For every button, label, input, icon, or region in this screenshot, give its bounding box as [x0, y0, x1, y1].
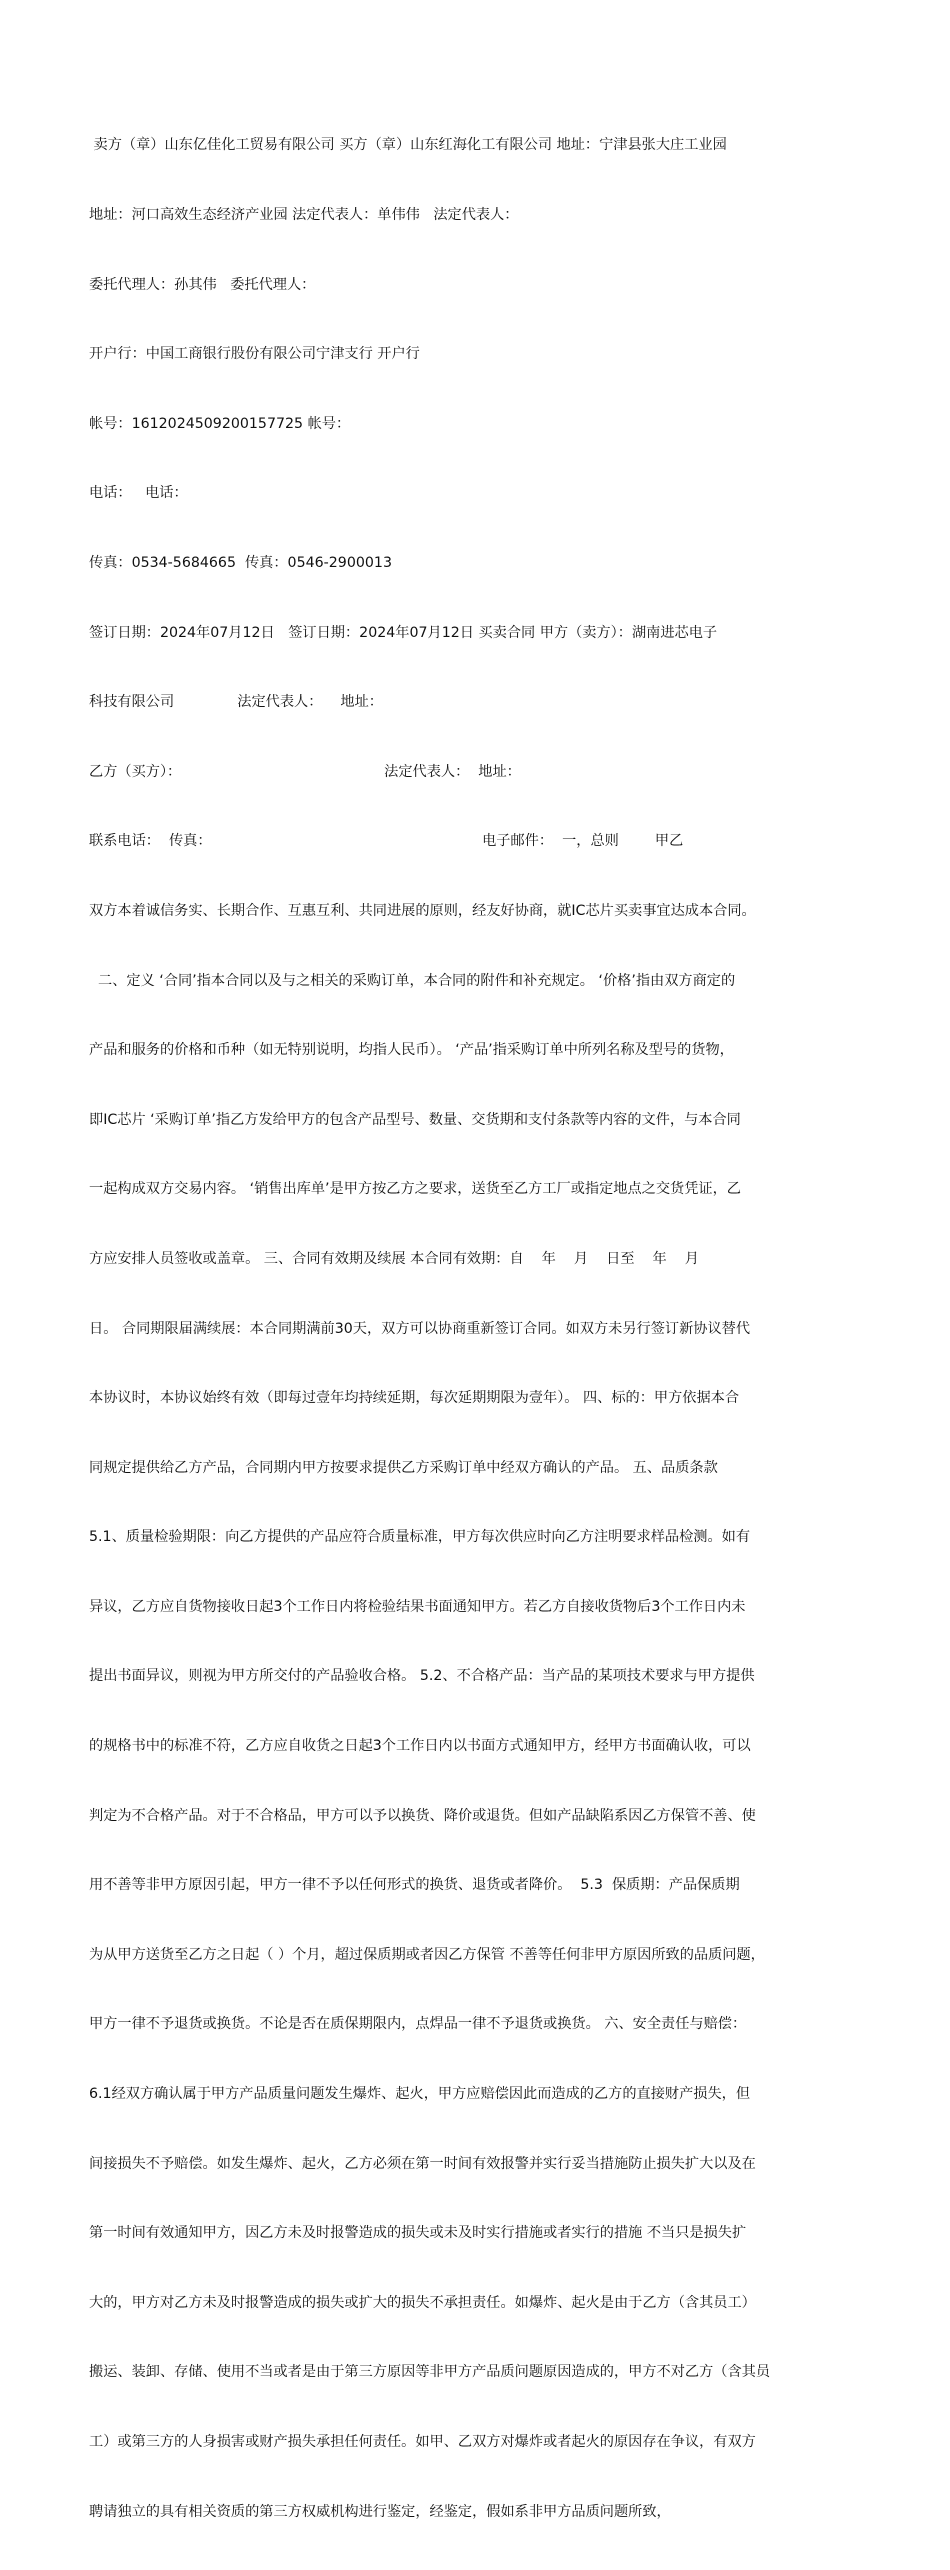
text-line-18: 日。 合同期限届满续展：本合同期满前30天，双方可以协商重新签订合同。如双方未另行签订新协议替代 [89, 1320, 751, 1337]
text-line-4: 开户行：中国工商银行股份有限公司宁津支行 开户行 [89, 346, 420, 363]
text-line-2: 地址：河口高效生态经济产业园 法定代表人：单伟伟 法定代表人： [89, 207, 519, 223]
text-line-29: 6.1经双方确认属于甲方产品质量问题发生爆炸、起火，甲方应赔偿因此而造成的乙方的直接财产损失，但 [89, 2086, 751, 2103]
text-line-30: 间接损失不予赔偿。如发生爆炸、起火，乙方必须在第一时间有效报警并实行妥当措施防止损失扩大以及在 [89, 2155, 756, 2172]
text-line-31: 第一时间有效通知甲方，因乙方未及时报警造成的损失或未及时实行措施或者实行的措施 不当只是损失扩 [89, 2225, 747, 2242]
text-line-23: 提出书面异议，则视为甲方所交付的产品验收合格。 5.2、不合格产品：当产品的某项技术要求与甲方提供 [89, 1668, 755, 1685]
text-line-13: 二、定义 ‘合同’指本合同以及与之相关的采购订单，本合同的附件和补充规定。 ‘价格’指由双方商定的 [89, 972, 736, 989]
text-line-6: 电话： 电话： [89, 485, 188, 502]
text-line-28: 甲方一律不予退货或换货。不论是否在质保期限内，点焊品一律不予退货或换货。 六、安全责任与赔偿： [89, 2016, 747, 2033]
text-line-21: 5.1、质量检验期限：向乙方提供的产品应符合质量标准，甲方每次供应时向乙方注明要求样品检测。如有 [89, 1529, 751, 1546]
text-line-11: 联系电话： 传真： 电子邮件： 一，总则 甲乙 [89, 833, 684, 850]
text-line-9: 科技有限公司 法定代表人： 地址： [89, 694, 383, 711]
text-line-15: 即IC芯片 ‘采购订单’指乙方发给甲方的包含产品型号、数量、交货期和支付条款等内容的文件，与本合同 [89, 1111, 741, 1128]
text-line-14: 产品和服务的价格和币种（如无特别说明，均指人民币）。 ‘产品’指采购订单中所列名称及型号的货物， [89, 1042, 734, 1059]
text-line-8: 签订日期：2024年07月12日 签订日期：2024年07月12日 买卖合同 甲方（卖方）：湖南进芯电子 [89, 624, 718, 641]
text-line-20: 同规定提供给乙方产品，合同期内甲方按要求提供乙方采购订单中经双方确认的产品。 五、品质条款 [89, 1459, 718, 1476]
text-line-24: 的规格书中的标准不符，乙方应自收货之日起3个工作日内以书面方式通知甲方，经甲方书面确认收，可以 [89, 1738, 751, 1755]
text-line-32: 大的，甲方对乙方未及时报警造成的损失或扩大的损失不承担责任。如爆炸、起火是由于乙方（含其员工） [89, 2294, 756, 2311]
text-line-17: 方应安排人员签收或盖章。 三、合同有效期及续展 本合同有效期：自 年 月 日至 年 月 [89, 1250, 699, 1267]
text-line-33: 搬运、装卸、存储、使用不当或者是由于第三方原因等非甲方产品质问题原因造成的，甲方不对乙方（含其员 [89, 2364, 771, 2381]
text-line-1: 卖方（章）山东亿佳化工贸易有限公司 买方（章）山东红海化工有限公司 地址：宁津县张大庄工业园 [89, 137, 727, 154]
text-line-3: 委托代理人：孙其伟 委托代理人： [89, 276, 316, 293]
text-line-7: 传真：0534-5684665 传真：0546-2900013 [89, 554, 392, 571]
text-line-12: 双方本着诚信务实、长期合作、互惠互利、共同进展的原则，经友好协商，就IC芯片买卖事宜达成本合同。 [89, 902, 756, 919]
text-line-34: 工）或第三方的人身损害或财产损失承担任何责任。如甲、乙双方对爆炸或者起火的原因存在争议，有双方 [89, 2434, 756, 2450]
text-line-10: 乙方（买方）： 法定代表人： 地址： [89, 763, 521, 780]
text-line-35: 聘请独立的具有相关资质的第三方权威机构进行鉴定，经鉴定，假如系非甲方品质问题所致， [89, 2503, 671, 2520]
text-line-25: 判定为不合格产品。对于不合格品，甲方可以予以换货、降价或退货。但如产品缺陷系因乙方保管不善、使 [89, 1807, 756, 1824]
text-line-5: 帐号：1612024509200157725 帐号： [89, 415, 351, 432]
text-line-19: 本协议时，本协议始终有效（即每过壹年均持续延期，每次延期期限为壹年）。 四、标的：甲方依据本合 [89, 1390, 740, 1407]
text-line-26: 用不善等非甲方原因引起，甲方一律不予以任何形式的换货、退货或者降价。 5.3 保质期：产品保质期 [89, 1877, 740, 1894]
contract-text [89, 88, 869, 2570]
text-line-16: 一起构成双方交易内容。 ‘销售出库单’是甲方按乙方之要求，送货至乙方工厂或指定地点之交货凭证，乙 [89, 1181, 741, 1198]
text-line-22: 异议，乙方应自货物接收日起3个工作日内将检验结果书面通知甲方。若乙方自接收货物后3个工作日内未 [89, 1598, 746, 1615]
text-line-27: 为从甲方送货至乙方之日起（ ）个月，超过保质期或者因乙方保管 不善等任何非甲方原因所致的品质问题， [89, 1946, 765, 1963]
